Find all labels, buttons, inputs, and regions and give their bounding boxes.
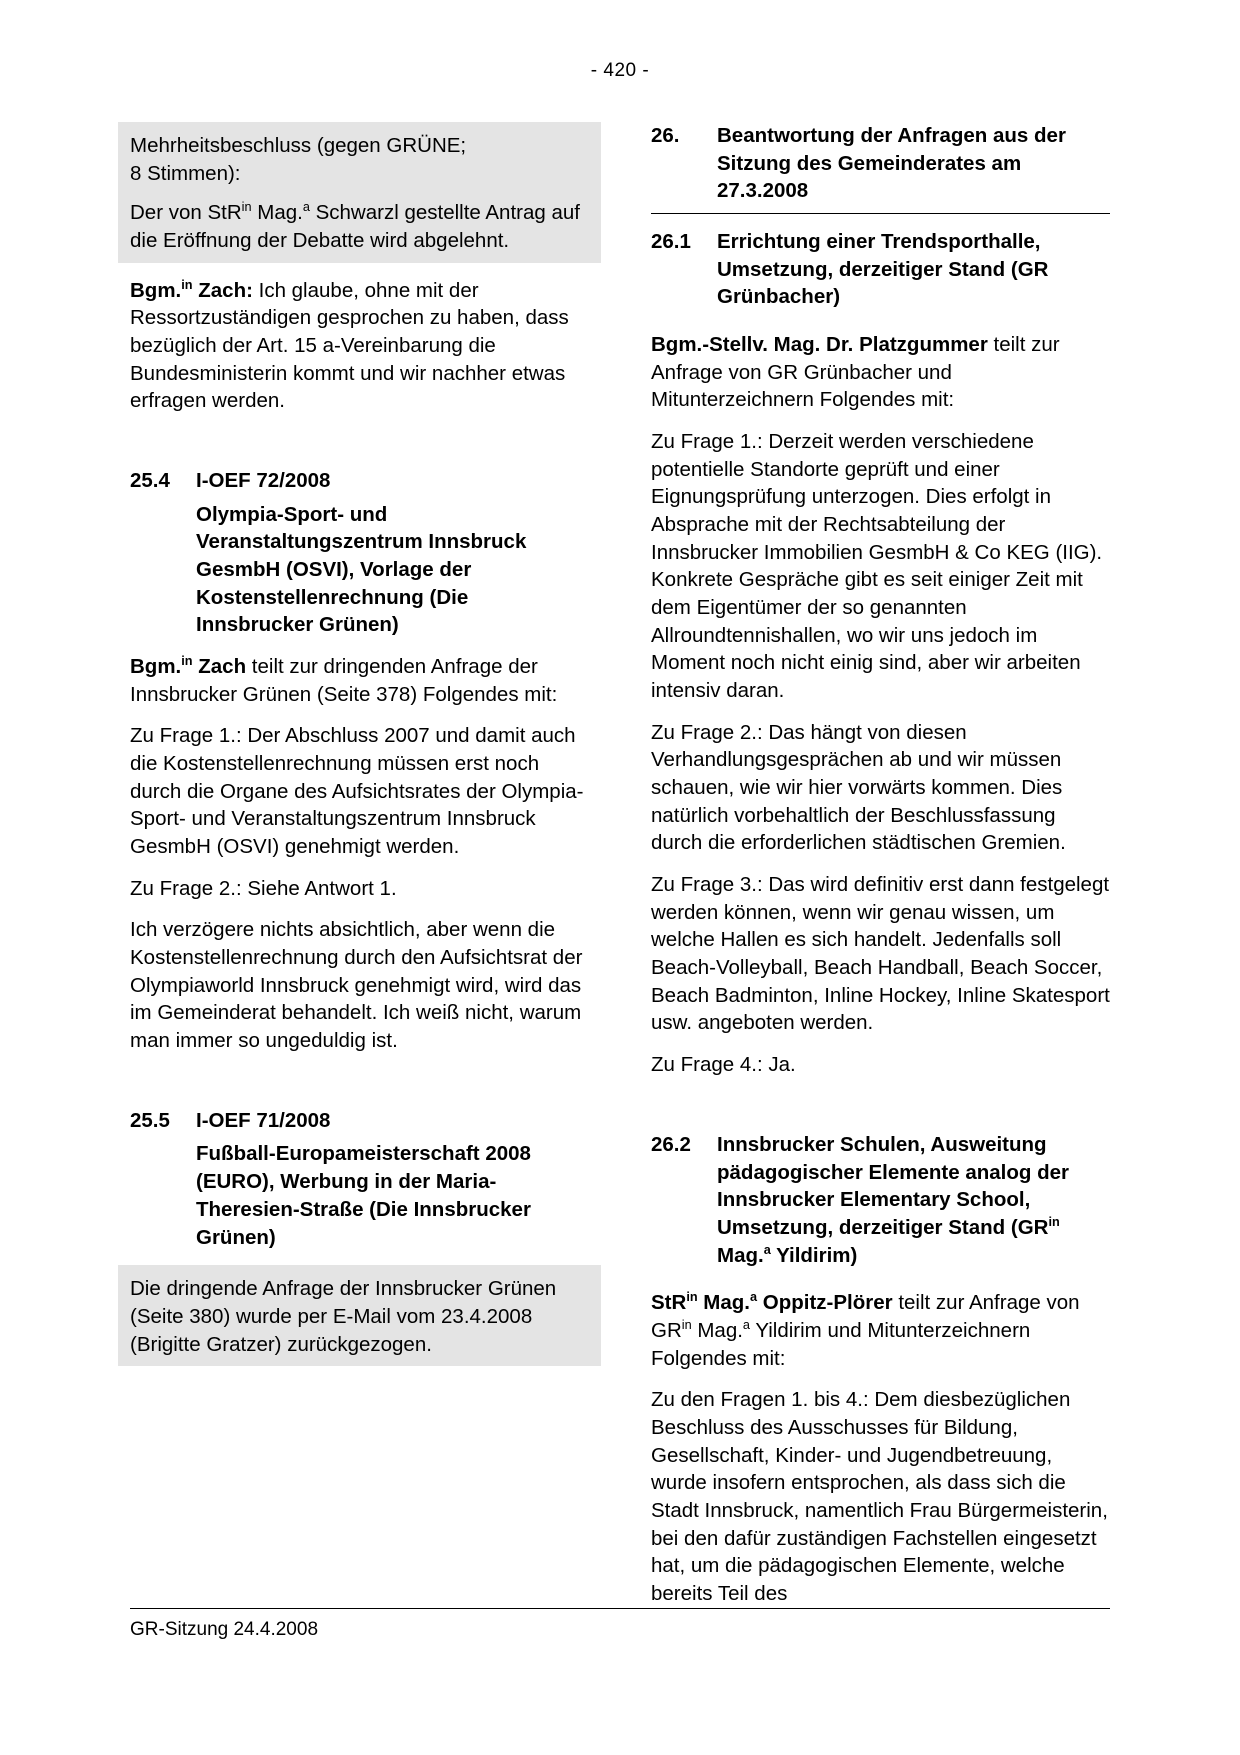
page-number: - 420 - [590, 60, 650, 81]
shaded-resolution-block [118, 122, 601, 263]
answer-2-25-4: Zu Frage 2.: Siehe Antwort 1. [130, 876, 397, 900]
rejected-motion-paragraph: Der von StR$^{in}$ Mag.$^a$ Schwarzl gestellte Antrag auf die Eröffnung der Debatte wird abgelehnt. [130, 199, 580, 253]
superscript-a: a [763, 1241, 771, 1257]
shaded-withdrawal-block [118, 1265, 601, 1366]
intro-paragraph-26-1: Bgm.-Stellv. Mag. Dr. Platzgummer teilt zur Anfrage von GR Grünbacher und Mitunterzeichnern Folgendes mit: [651, 333, 1060, 412]
section-number-26: 26. [651, 124, 680, 147]
section-title-25-4: I-OEF 72/2008 [196, 469, 331, 493]
speaker-name-platzgummer: Bgm.-Stellv. Mag. Dr. Platzgummer [651, 333, 988, 357]
section-heading-25-5 [130, 1107, 589, 1135]
section-number-25-5: 25.5 [130, 1108, 170, 1132]
section-title-25-5: I-OEF 71/2008 [196, 1108, 331, 1132]
majority-decision-text-2: 8 Stimmen): [130, 161, 241, 185]
section-title-26-1: Errichtung einer Trendsporthalle, Umsetzung, derzeitiger Stand (GR Grünbacher) [717, 230, 1049, 309]
section-heading-26-2 [651, 1131, 1110, 1269]
superscript-in: in [181, 653, 193, 669]
superscript-in: in [181, 276, 193, 292]
section-spacer [651, 1093, 1110, 1131]
section-number-25-4: 25.4 [130, 469, 170, 493]
page-footer: GR-Sitzung 24.4.2008 [130, 1608, 1110, 1641]
superscript-a: a [302, 199, 310, 215]
section-number-26-2: 26.2 [651, 1132, 691, 1156]
answer-3-26-1: Zu Frage 3.: Das wird definitiv erst dann festgelegt werden können, wenn wir genau wissen, um welche Hallen es sich handelt. Jedenfalls soll Beach-Volleyball, Beach Handball, Beach Soccer, Beach Badminton, Inline Hockey, Inline Skatesport usw. angeboten werden. [651, 873, 1110, 1035]
answer-4-26-1: Zu Frage 4.: Ja. [651, 1053, 796, 1077]
answer-2-26-1: Zu Frage 2.: Das hängt von diesen Verhandlungsgesprächen ab und wir müssen schauen, wie wir hier vorwärts kommen. Dies natürlich vorbehaltlich der Beschlussfassung durch die erforderlichen städtischen Gremien. [651, 720, 1066, 855]
superscript-in: in [686, 1289, 698, 1305]
intro-paragraph-25-4: Bgm.$^{in}$ Zach teilt zur dringenden Anfrage der Innsbrucker Grünen (Seite 378) Folgendes mit: [130, 653, 558, 706]
section-spacer [130, 1069, 589, 1107]
answer-1-26-1: Zu Frage 1.: Derzeit werden verschiedene potentielle Standorte geprüft und einer Eignungsprüfung unterzogen. Dies erfolgt in Absprache mit der Rechtsabteilung der Innsbrucker Immobilien GesmbH & Co KEG (IIG). Konkrete Gespräche gibt es seit einiger Zeit mit dem Eigentümer der so genannten Allroundtennishallen, wo wir uns jedoch im Moment noch nicht einig sind, aber wir arbeiten intensiv daran. [651, 430, 1103, 703]
section-title-26: Beantwortung der Anfragen aus der Sitzung des Gemeinderates am 27.3.2008 [717, 124, 1066, 203]
section-heading-25-4 [130, 467, 589, 495]
superscript-in: in [1048, 1214, 1060, 1230]
section-subtitle-25-5: Fußball-Europameisterschaft 2008 (EURO), Werbung in der Maria-Theresien-Straße (Die Innsbrucker Grünen) [196, 1142, 531, 1249]
speaker-paragraph-zach: Bgm.$^{in}$ Zach: Ich glaube, ohne mit der Ressortzuständigen gesprochen zu haben, dass bezüglich der Art. 15 a-Vereinbarung die Bundesministerin kommt und wir nachher etwas erfragen werden. [130, 276, 569, 413]
superscript-in: in [681, 1317, 692, 1333]
section-subtitle-25-4: Olympia-Sport- und Veranstaltungszentrum Innsbruck GesmbH (OSVI), Vorlage der Kostenstellenrechnung (Die Innsbrucker Grünen) [196, 502, 527, 637]
section-heading-26 [651, 122, 1110, 214]
section-number-26-1: 26.1 [651, 230, 691, 254]
superscript-in: in [241, 199, 252, 215]
answers-1-4-26-2: Zu den Fragen 1. bis 4.: Dem diesbezüglichen Beschluss des Ausschusses für Bildung, Gesellschaft, Kinder- und Jugendbetreuung, wurde insofern entsprochen, als dass sich die Stadt Innsbruck, namentlich Frau Bürgermeisterin, bei den dafür zuständigen Fachstellen eingesetzt hat, um die pädagogischen Elemente, welche bereits Teil des [651, 1388, 1108, 1605]
answer-1-25-4: Zu Frage 1.: Der Abschluss 2007 und damit auch die Kostenstellenrechnung müssen erst noch durch die Organe des Aufsichtsrates der Olympia-Sport- und Veranstaltungszentrum Innsbruck GesmbH (OSVI) genehmigt werden. [130, 724, 584, 859]
two-column-body [130, 122, 1110, 1622]
heading-spacer [651, 317, 1110, 331]
intro-paragraph-26-2: StR$^{in}$ Mag.$^a$ Oppitz-Plörer teilt zur Anfrage von $GR^{in}$ Mag.$^a$ Yildirim und Mitunterzeichnern Folgendes mit: [651, 1289, 1080, 1370]
section-title-26-2: Innsbrucker Schulen, Ausweitung pädagogischer Elemente analog der Innsbrucker Elementary School, Umsetzung, derzeitiger Stand ($GR^{in}$ Mag.$^a$ Yildirim) [717, 1132, 1070, 1267]
closing-paragraph-25-4: Ich verzögere nichts absichtlich, aber wenn die Kostenstellenrechnung durch den Aufsichtsrat der Olympiaworld Innsbruck genehmigt wird, wird das im Gemeinderat behandelt. Ich weiß nicht, warum man immer so ungeduldig ist. [130, 918, 583, 1053]
left-column [130, 122, 589, 1622]
majority-decision-text-1: Mehrheitsbeschluss (gegen GRÜNE; [130, 134, 467, 157]
section-heading-26-1 [651, 228, 1110, 311]
heading-spacer [651, 1275, 1110, 1289]
withdrawal-text: Die dringende Anfrage der Innsbrucker Grünen (Seite 380) wurde per E-Mail vom 23.4.2008 (Brigitte Gratzer) zurückgezogen. [130, 1277, 557, 1356]
right-column [651, 122, 1110, 1622]
superscript-a: a [750, 1289, 758, 1305]
majority-decision-line1 [130, 132, 589, 187]
superscript-a: a [742, 1317, 750, 1333]
section-spacer [130, 429, 589, 467]
